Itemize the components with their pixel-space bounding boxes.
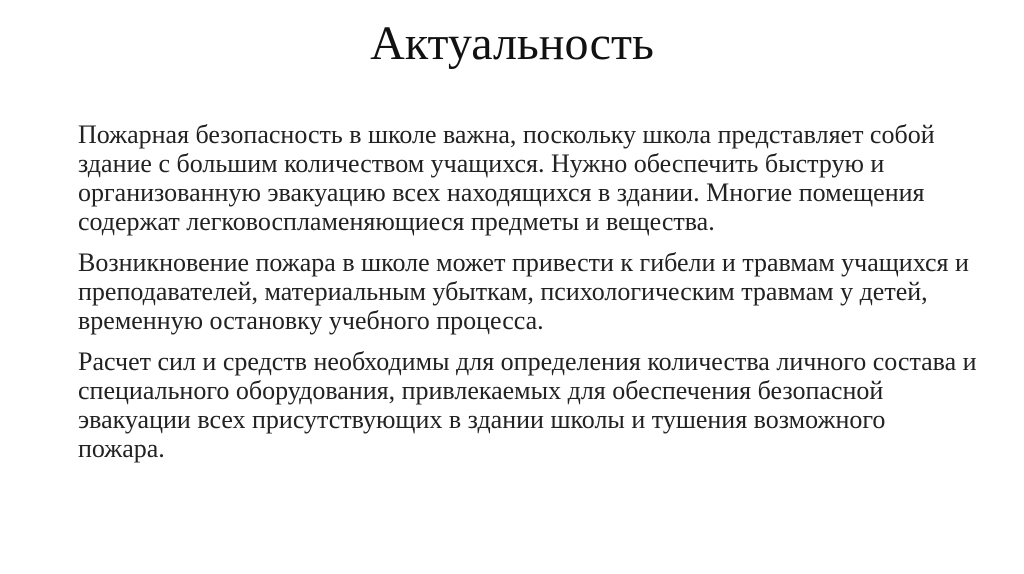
- paragraph-calculation: Расчет сил и средств необходимы для определения количества личного состава и специального оборудования, привлекаемых для обеспечения безопасной эвакуации всех присутствующих в здании школы и тушения возможного пожара.: [78, 347, 977, 463]
- paragraph-consequences: Возникновение пожара в школе может привести к гибели и травмам учащихся и преподавателей, материальным убыткам, психологическим травмам у детей, временную остановку учебного процесса.: [78, 248, 969, 335]
- slide-body: [78, 120, 978, 475]
- paragraph-relevance: Пожарная безопасность в школе важна, поскольку школа представляет собой здание с большим количеством учащихся. Нужно обеспечить быструю и организованную эвакуацию всех находящихся в здании. Многие помещения содержат легковоспламеняющиеся предметы и вещества.: [78, 120, 935, 236]
- slide-title: Актуальность: [370, 17, 654, 70]
